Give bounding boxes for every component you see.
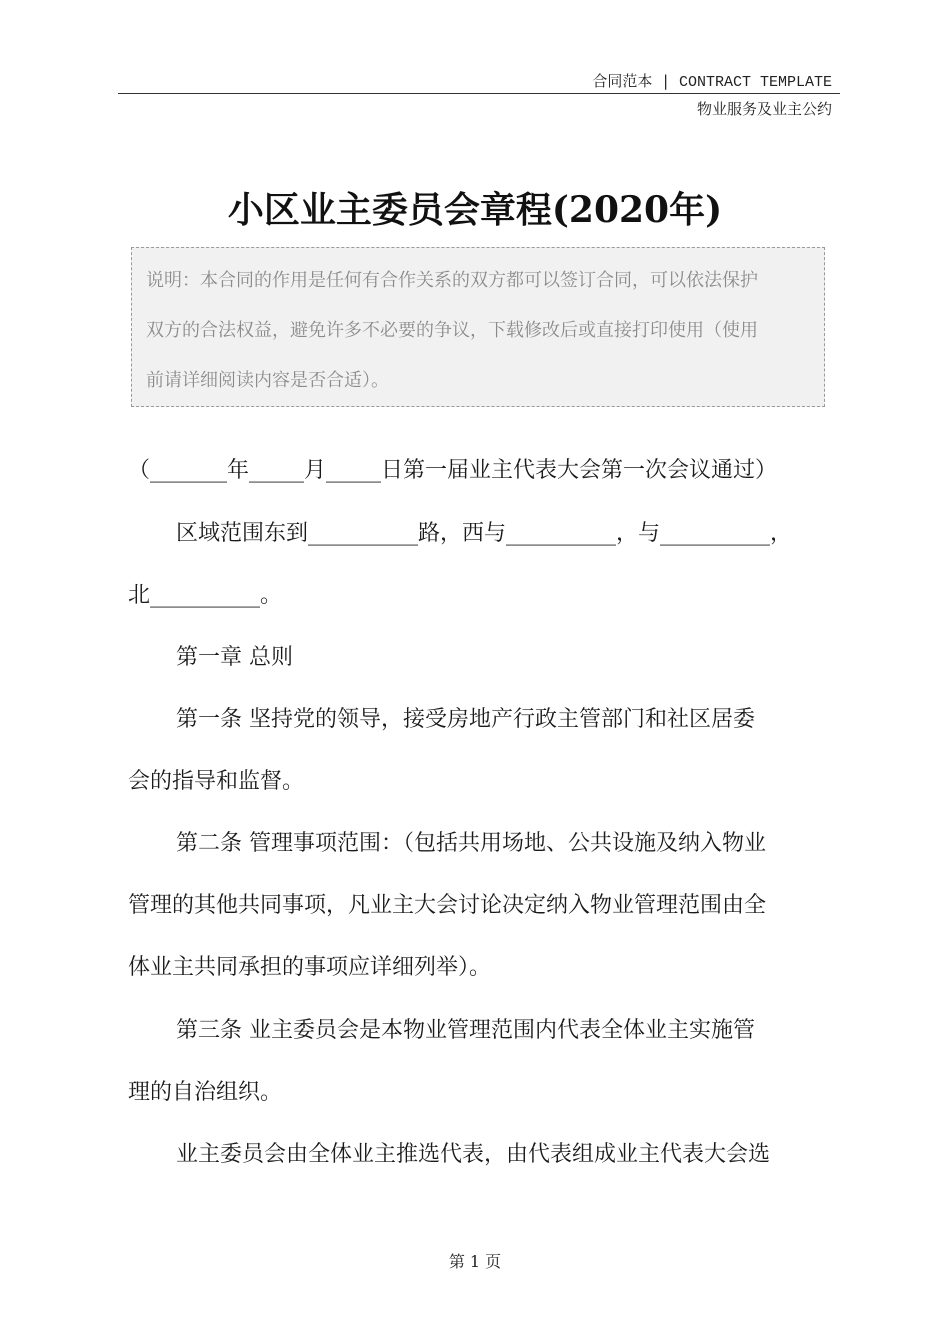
header-rule	[118, 93, 840, 94]
document-title: 小区业主委员会章程(2020年)	[227, 189, 723, 231]
header-english-label: CONTRACT TEMPLATE	[678, 74, 832, 91]
meeting-date-line: （_______年_____月_____日第一届业主代表大会第一次会议通过）	[128, 458, 778, 483]
header-label	[592, 70, 832, 91]
article-line: 第一条 坚持党的领导，接受房地产行政主管部门和社区居委	[176, 707, 755, 732]
page-number: 第 1 页	[448, 1252, 502, 1271]
body-paragraph-line: 北__________。	[128, 583, 283, 608]
article-line: 管理的其他共同事项，凡业主大会讨论决定纳入物业管理范围由全	[128, 893, 767, 918]
note-line: 双方的合法权益，避免许多不必要的争议，下载修改后或直接打印使用（使用	[146, 320, 758, 341]
note-line: 前请详细阅读内容是否合适）。	[146, 370, 389, 391]
header-contract-label: 合同范本	[592, 72, 653, 90]
note-box	[131, 247, 825, 407]
note-line: 说明：本合同的作用是任何有合作关系的双方都可以签订合同，可以依法保护	[146, 270, 758, 291]
body-paragraph-line: 区域范围东到__________路，西与__________，与__________，	[176, 521, 793, 546]
body-paragraph-line: 业主委员会由全体业主推选代表，由代表组成业主代表大会选	[176, 1142, 771, 1167]
article-line: 第二条 管理事项范围：（包括共用场地、公共设施及纳入物业	[176, 831, 766, 856]
article-line: 理的自治组织。	[128, 1080, 283, 1105]
chapter-heading: 第一章 总则	[176, 645, 293, 670]
article-line: 体业主共同承担的事项应详细列举）。	[128, 955, 492, 980]
article-line: 会的指导和监督。	[128, 769, 305, 794]
header-separator: |	[663, 72, 669, 90]
header-subtitle: 物业服务及业主公约	[696, 100, 832, 118]
article-line: 第三条 业主委员会是本物业管理范围内代表全体业主实施管	[176, 1018, 755, 1043]
